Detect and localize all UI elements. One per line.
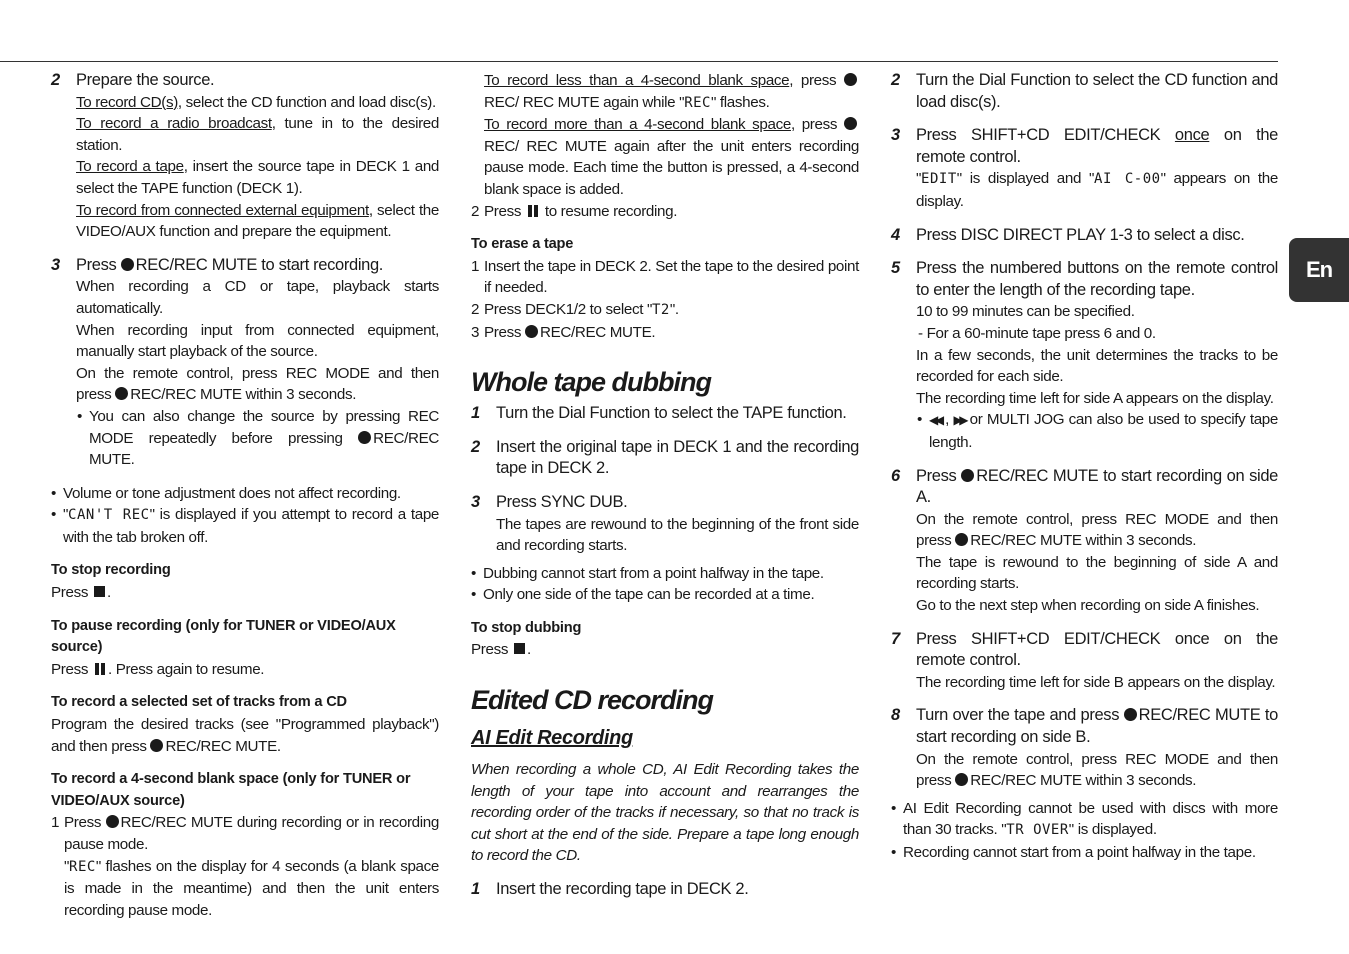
ai-step-6: 6 Press REC/REC MUTE to start recording on side A. On the remote control, press REC MODE and then press REC/REC MUTE within 3 seconds. The tape is rewound to the beginning of side A and recording starts. Go to the next step when recording on side A finishes. (891, 466, 1279, 615)
heading-stop-dubbing: To stop dubbing (471, 619, 582, 636)
ai-step-8: 8 Turn over the tape and press REC/REC MUTE to start recording on side B. On the remote control, press REC MODE and then press REC/REC MUTE within 3 seconds. (891, 706, 1278, 790)
dub-note-1: • Dubbing cannot start from a point halfway in the tape. (471, 563, 859, 585)
step-title: Prepare the source. (76, 71, 215, 89)
lcd-text: T2 (652, 301, 670, 318)
body-text: When recording input from connected equipment, manually start playback of the source. (76, 321, 439, 361)
step-2-prepare-source (51, 70, 439, 243)
stop-square-icon (514, 643, 525, 654)
record-dot-icon (844, 117, 857, 130)
selected-instruction: Program the desired tracks (see "Programmed playback") and then press REC/REC MUTE. (51, 716, 439, 755)
record-dot-icon (115, 387, 128, 400)
lcd-text: REC (684, 94, 711, 111)
pause-icon (527, 205, 539, 217)
dub-note-2: • Only one side of the tape can be recorded at a time. (471, 584, 859, 606)
record-dot-icon (1124, 708, 1137, 721)
more-blank-instruction: To record more than a 4-second blank space, press REC/ REC MUTE again after the unit enters recording pause mode. Each time the button is pressed, a 4-second blank space is added. (484, 116, 859, 198)
radio-instruction: To record a radio broadcast, tune in to the desired station. (76, 115, 439, 154)
cd-instruction: To record CD(s), select the CD function and load disc(s). (76, 93, 436, 111)
ai-note-2: • Recording cannot start from a point halfway in the tape. (891, 842, 1278, 864)
record-dot-icon (121, 258, 134, 271)
blank-step-2: 2 Press to resume recording. (471, 202, 678, 220)
body-text: When recording a CD or tape, playback starts automatically. (76, 278, 439, 317)
erase-step-2: 2 Press DECK1/2 to select "T2". (471, 300, 679, 318)
ai-step-5: 5 Press the numbered buttons on the remote control to enter the length of the recording tape. 10 to 99 minutes can be specified. - For a 60-minute tape press 6 and 0. In a few seconds, the unit determines the tracks to be recorded for each side. The recording time left for side A appears on the display. • ◀◀ , ▶▶ or MULTI JOG can also be used to specify tape length. (891, 258, 1278, 453)
bullet-note: • You can also change the source by pressing REC MODE repeatedly before pressing REC/REC MUTE. (76, 406, 439, 471)
top-rule (0, 61, 1278, 62)
dub-step-2: 2 Insert the original tape in DECK 1 and the recording tape in DECK 2. (471, 437, 859, 478)
heading-pause-recording: To pause recording (only for TUNER or VIDEO/AUX source) (51, 617, 396, 656)
language-tab: En (1289, 238, 1349, 302)
column-2 (471, 70, 859, 913)
external-instruction: To record from connected external equipment, select the VIDEO/AUX function and prepare the equipment. (76, 201, 440, 241)
step-number: 3 (51, 255, 60, 274)
note-cant-rec: • "CAN'T REC" is displayed if you attempt to record a tape with the tab broken off. (51, 504, 439, 548)
record-dot-icon (844, 73, 857, 86)
ai-step-3: 3 Press SHIFT+CD EDIT/CHECK once on the remote control. "EDIT" is displayed and "AI C-00" appears on the display. (891, 126, 1279, 210)
heading-stop-recording: To stop recording (51, 562, 171, 579)
record-dot-icon (955, 773, 968, 786)
blank-space-continued (471, 70, 859, 201)
record-dot-icon (358, 431, 371, 444)
column-1 (51, 70, 439, 921)
heading-blank-space: To record a 4-second blank space (only for TUNER or VIDEO/AUX source) (51, 771, 411, 809)
step-number: 2 (51, 71, 60, 89)
tape-instruction: To record a tape, insert the source tape in DECK 1 and select the TAPE function (DECK 1). (76, 158, 440, 197)
ai-step-7: 7 Press SHIFT+CD EDIT/CHECK once on the remote control. The recording time left for side B appears on the display. (891, 629, 1278, 691)
lcd-text: CAN'T REC (68, 507, 150, 524)
heading-selected-tracks: To record a selected set of tracks from a CD (51, 694, 347, 711)
subsection-title-ai-edit: AI Edit Recording (471, 727, 633, 750)
record-dot-icon (106, 815, 119, 828)
record-dot-icon (525, 325, 538, 338)
pause-icon (94, 663, 106, 675)
body-text: On the remote control, press REC MODE and then press REC/REC MUTE within 3 seconds. (76, 364, 439, 404)
dub-step-1: 1 Turn the Dial Function to select the TAPE function. (471, 404, 847, 423)
stop-dubbing-instruction: Press . (471, 641, 531, 659)
fast-forward-icon: ▶▶ (953, 413, 966, 428)
lcd-text: REC (69, 858, 96, 875)
ai-step-1: 1 Insert the recording tape in DECK 2. (471, 880, 749, 899)
ai-step-2: 2 Turn the Dial Function to select the CD function and load disc(s). (891, 71, 1278, 111)
erase-step-1: 1 Insert the tape in DECK 2. Set the tape to the desired point if needed. (471, 257, 859, 297)
stop-square-icon (94, 586, 105, 597)
record-dot-icon (961, 469, 974, 482)
erase-step-3: 3 Press REC/REC MUTE. (471, 323, 656, 341)
heading-erase-tape: To erase a tape (471, 236, 574, 253)
lcd-text: TR OVER (1006, 822, 1069, 839)
lcd-text: AI C-00 (1094, 171, 1161, 188)
record-dot-icon (955, 533, 968, 546)
ai-edit-intro: When recording a whole CD, AI Edit Recording takes the length of your tape into account and rearranges the recording order of the tracks if necessary, so that no track is cut short at the end of the side. Prepare a tape long enough to record the CD. (471, 761, 859, 865)
step-3-start-recording (51, 255, 439, 471)
rewind-icon: ◀◀ (929, 413, 941, 428)
stop-instruction: Press . (51, 584, 111, 602)
less-blank-instruction: To record less than a 4-second blank space, press REC/ REC MUTE again while "REC" flashes. (484, 70, 859, 114)
section-title-whole-tape-dubbing: Whole tape dubbing (471, 367, 711, 398)
ai-step-4: 4 Press DISC DIRECT PLAY 1-3 to select a disc. (891, 225, 1245, 244)
blank-step-1: 1 Press REC/REC MUTE during recording or in recording pause mode. "REC" flashes on the display for 4 seconds (a blank space is made in the meantime) and then the unit enters recording pause mode. (51, 814, 439, 919)
pause-instruction: Press . Press again to resume. (51, 660, 265, 678)
note-volume: • Volume or tone adjustment does not affect recording. (51, 483, 439, 505)
step-title: Press REC/REC MUTE to start recording. (76, 255, 384, 274)
lcd-text: EDIT (921, 171, 957, 188)
ai-note-1: • AI Edit Recording cannot be used with discs with more than 30 tracks. "TR OVER" is displayed. (891, 798, 1278, 842)
section-title-edited-cd-recording: Edited CD recording (471, 685, 714, 716)
dub-step-3: 3 Press SYNC DUB. The tapes are rewound to the beginning of the front side and recording starts. (471, 492, 859, 555)
column-3 (891, 70, 1278, 864)
record-dot-icon (150, 739, 163, 752)
